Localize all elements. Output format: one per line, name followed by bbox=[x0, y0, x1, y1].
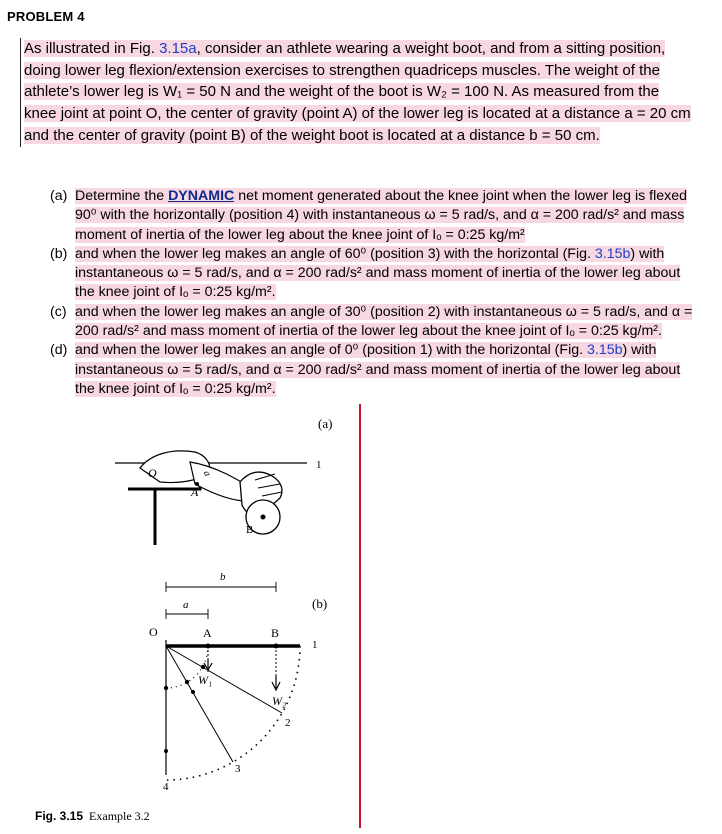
panel-b-label-O: O bbox=[149, 625, 158, 639]
part-text-segment: 3.15b bbox=[594, 245, 631, 262]
panel-a-label-B: B bbox=[246, 524, 254, 536]
part-label: (a) bbox=[50, 188, 68, 204]
w2-label: W₂ bbox=[272, 694, 287, 708]
bench-seat bbox=[128, 480, 200, 545]
point-A-position-3 bbox=[185, 680, 189, 684]
panel-b-position-4: 4 bbox=[163, 781, 169, 793]
panel-a-label-A: A bbox=[191, 485, 199, 499]
part-text-segment: net moment generated about the knee joint when the lower leg is flexed 90⁰ with the horizontally (position 4) with instantaneous ω = 5 rad/s, and α = 200 rad/s² and mass moment of inertia of the lower leg about the knee joint of Iₒ = 0:25 kg/m² bbox=[75, 188, 687, 243]
panel-b-label-a: a bbox=[183, 599, 189, 611]
point-A-position-4 bbox=[164, 686, 168, 690]
point-B-position-4 bbox=[164, 749, 168, 753]
point-A-position-2 bbox=[201, 665, 205, 669]
leg-position-3 bbox=[166, 646, 233, 762]
part-label: (c) bbox=[50, 303, 67, 320]
boot-center-of-gravity bbox=[261, 515, 266, 520]
point-B-position-1 bbox=[274, 644, 279, 649]
panel-b-position-2: 2 bbox=[285, 717, 291, 729]
part-text-segment: 3.15b bbox=[587, 342, 623, 359]
problem-title: PROBLEM 4 bbox=[7, 9, 85, 24]
caption-figure-number: Fig. 3.15 bbox=[35, 809, 84, 823]
dynamic-keyword: DYNAMIC bbox=[168, 188, 235, 204]
w1-label: W₁ bbox=[198, 673, 213, 687]
part-text-segment: Determine the bbox=[75, 188, 169, 204]
panel-a-label-a: a bbox=[200, 469, 213, 478]
intro-segment: 3.15a bbox=[159, 40, 197, 57]
swing-arc bbox=[166, 646, 300, 780]
w2-arrow bbox=[272, 676, 280, 690]
panel-b-label: (b) bbox=[312, 596, 328, 611]
caption-example: Example 3.2 bbox=[89, 809, 150, 823]
intro-segment: , consider an athlete wearing a weight boot, and from a sitting position, doing lower leg flexion/extension exercises to strengthen quadriceps muscles. The weight of the athlete’s lower leg is W₁ = 50 N and the weight of the boot is W₂ = 100 N. As measured from the knee joint at point O, the center of gravity (point A) of the lower leg is located at a distance a = 20 cm and the center of gravity (point B) of the weight boot is located at a distance b = 50 cm. bbox=[24, 40, 691, 144]
panel-a-label-O: O bbox=[148, 466, 157, 480]
panel-b-label-B: B bbox=[271, 626, 280, 640]
part-label: (d) bbox=[50, 342, 68, 359]
point-a-projection bbox=[191, 690, 195, 694]
part-text-segment: ) with instantaneous ω = 5 rad/s, and α = 200 rad/s² and mass moment of inertia of the lower leg about the knee joint of Iₒ = 0:25 kg/m². bbox=[75, 342, 681, 397]
panel-b-label-A: A bbox=[203, 626, 212, 640]
part-text-segment: and when the lower leg makes an angle of 30⁰ (position 2) with instantaneous ω = 5 rad/s, and α = 200 rad/s² and mass moment of inertia of the lower leg about the knee joint of Iₒ = 0:25 kg/m². bbox=[75, 303, 693, 340]
panel-b-position-3: 3 bbox=[235, 763, 241, 775]
panel-b-position-1: 1 bbox=[312, 639, 318, 651]
part-text-segment: ) with instantaneous ω = 5 rad/s, and α = 200 rad/s² and mass moment of inertia of the lower leg about the knee joint of Iₒ = 0:25 kg/m². bbox=[75, 245, 681, 301]
panel-b-label-b: b bbox=[220, 571, 226, 583]
figure-caption bbox=[35, 809, 150, 824]
part-text-segment: and when the lower leg makes an angle of 60⁰ (position 3) with the horizontal (Fig. bbox=[75, 245, 595, 262]
part-text-segment: and when the lower leg makes an angle of 0⁰ (position 1) with the horizontal (Fig. bbox=[75, 342, 587, 359]
panel-a-position-1: 1 bbox=[316, 459, 322, 471]
point-A-position-1 bbox=[206, 644, 211, 649]
panel-a-label: (a) bbox=[318, 416, 333, 431]
part-label: (b) bbox=[50, 245, 68, 262]
intro-segment: As illustrated in Fig. bbox=[24, 40, 160, 57]
leg-position-2 bbox=[166, 646, 282, 713]
